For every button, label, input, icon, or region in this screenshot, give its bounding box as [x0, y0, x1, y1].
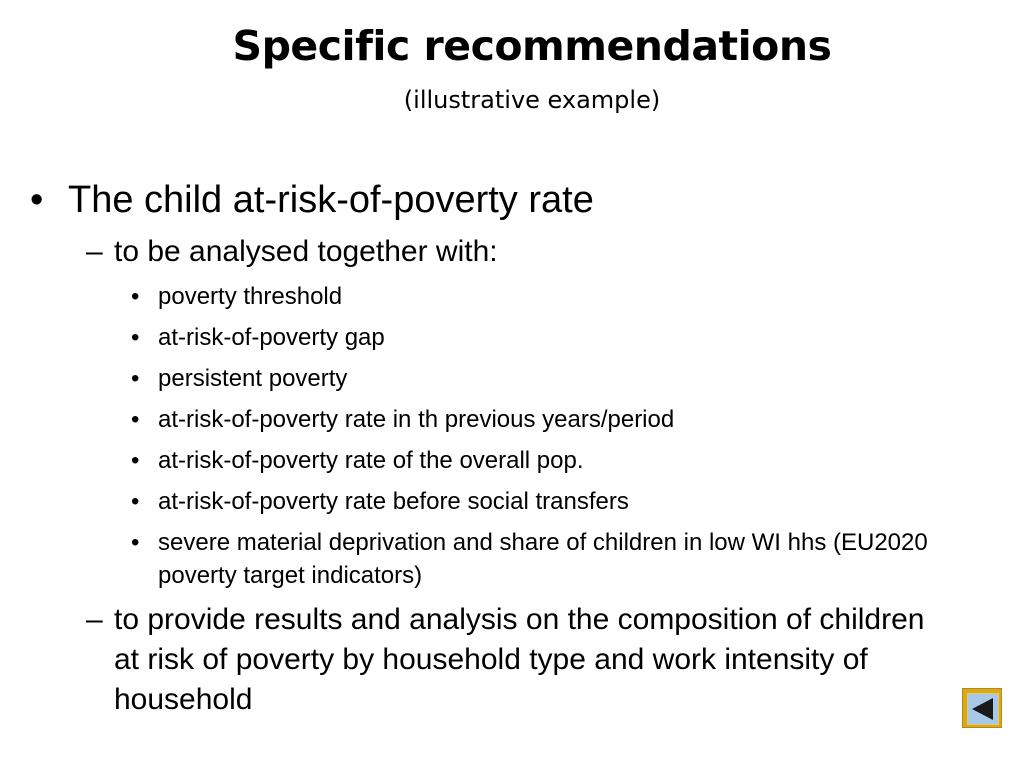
slide-title: Specific recommendations: [232, 22, 832, 70]
list-item-text: poverty threshold: [158, 283, 343, 310]
main-bullet-point: [0, 176, 1000, 224]
bullet-marker: •: [30, 179, 44, 221]
sub-point-composition-analysis: [0, 600, 1000, 720]
list-item: [0, 321, 1000, 354]
slide-subtitle: (illustrative example): [403, 86, 661, 114]
list-item: [0, 444, 1000, 477]
list-item-text: severe material deprivation and share of children in low WI hhs (EU2020 poverty target indicators): [158, 529, 928, 589]
back-arrow-icon: [967, 693, 999, 725]
list-item: [0, 526, 1000, 592]
list-item-text: persistent poverty: [158, 365, 348, 392]
bullet-marker: •: [131, 365, 140, 392]
list-item: [0, 280, 1000, 313]
bullet-marker: •: [131, 283, 140, 310]
bullet-marker: •: [131, 406, 140, 433]
list-item-text: at-risk-of-poverty rate in th previous years/period: [158, 406, 675, 433]
sub-point-text: to be analysed together with:: [114, 235, 498, 268]
list-item-text: at-risk-of-poverty rate before social transfers: [158, 488, 629, 515]
bullet-marker: •: [131, 488, 140, 515]
main-bullet-text: The child at-risk-of-poverty rate: [68, 179, 594, 221]
dash-marker: –: [86, 603, 103, 636]
list-item-text: at-risk-of-poverty rate of the overall pop.: [158, 447, 584, 474]
back-button[interactable]: [962, 688, 1002, 728]
slide-body: [0, 176, 1000, 720]
dash-marker: –: [86, 235, 103, 268]
sub-point-text: to provide results and analysis on the composition of children at risk of poverty by household type and work intensity of household: [114, 603, 925, 716]
list-item: [0, 403, 1000, 436]
bullet-marker: •: [131, 447, 140, 474]
list-item: [0, 362, 1000, 395]
sub-point-analysed-with: [0, 232, 1000, 272]
list-item-text: at-risk-of-poverty gap: [158, 324, 385, 351]
indicator-list: [0, 280, 1000, 592]
bullet-marker: •: [131, 324, 140, 351]
list-item: [0, 485, 1000, 518]
bullet-marker: •: [131, 529, 140, 556]
